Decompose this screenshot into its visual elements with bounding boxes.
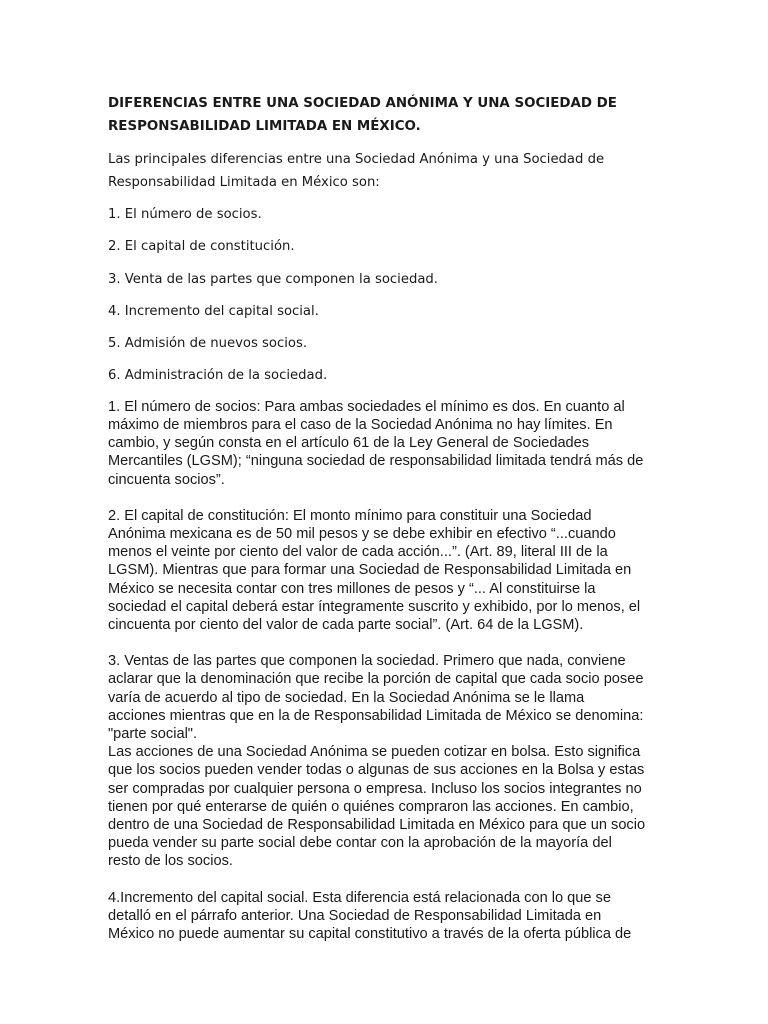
paragraph-line: ser compradas por cualquier persona o empresa. Incluso los socios integrantes no (108, 780, 642, 797)
list-item: 5. Admisión de nuevos socios. (108, 336, 308, 352)
intro-line: Responsabilidad Limitada en México son: (108, 175, 380, 190)
paragraph-line: cambio, y según consta en el artículo 61 de la Ley General de Sociedades (108, 435, 590, 452)
differences-list (108, 204, 668, 386)
paragraph-spacer (108, 634, 668, 652)
intro-paragraph (108, 148, 668, 194)
list-item: 1. El número de socios. (108, 207, 262, 222)
paragraph-line: varía de acuerdo al tipo de sociedad. En la Sociedad Anónima se le llama (108, 689, 585, 706)
paragraph-line: sociedad el capital deberá estar íntegramente suscrito y exhibido, por lo menos, el (108, 598, 641, 615)
paragraph-line: Anónima mexicana es de 50 mil pesos y se debe exhibir en efectivo “...cuando (108, 526, 616, 542)
paragraph-line: cincuenta socios”. (108, 471, 225, 488)
document-body (108, 92, 668, 943)
list-item: 2. El capital de constitución. (108, 239, 295, 255)
paragraph-line: acciones mientras que en la de Responsabilidad Limitada de México se denomina: (108, 707, 644, 724)
paragraph-line: cincuenta por ciento del valor de cada parte social”. (Art. 64 de la LGSM). (108, 617, 584, 634)
paragraph-line: Las acciones de una Sociedad Anónima se pueden cotizar en bolsa. Esto significa (108, 744, 641, 761)
section-incorporation-capital (108, 507, 668, 634)
list-item: 3. Venta de las partes que componen la sociedad. (108, 271, 438, 287)
section-share-sales (108, 652, 668, 870)
paragraph-line: 1. El número de socios: Para ambas sociedades el mínimo es dos. En cuanto al (108, 398, 625, 415)
paragraph-line: resto de los socios. (108, 853, 233, 870)
paragraph-line: aclarar que la denominación que recibe la porción de capital que cada socio posee (108, 671, 644, 688)
paragraph-line: México no puede aumentar su capital constitutivo a través de la oferta pública de (108, 926, 632, 943)
paragraph-line: dentro de una Sociedad de Responsabilidad Limitada en México para que un socio (108, 817, 646, 834)
intro-line: Las principales diferencias entre una Sociedad Anónima y una Sociedad de (108, 152, 605, 167)
paragraph-line: pueda vender su parte social debe contar con la aprobación de la mayoría del (108, 835, 612, 852)
paragraph-line: máximo de miembros para el caso de la Sociedad Anónima no hay límites. En (108, 416, 613, 433)
list-item: 4. Incremento del capital social. (108, 303, 319, 319)
paragraph-line: México se necesita contar con tres millones de pesos y “... Al constituirse la (108, 580, 596, 597)
paragraph-spacer (108, 489, 668, 507)
paragraph-line: LGSM). Mientras que para formar una Sociedad de Responsabilidad Limitada en (108, 562, 632, 579)
paragraph-line: 4.Incremento del capital social. Esta diferencia está relacionada con lo que se (108, 889, 611, 906)
paragraph-line: 2. El capital de constitución: El monto mínimo para constituir una Sociedad (108, 507, 592, 524)
paragraph-line: 3. Ventas de las partes que componen la sociedad. Primero que nada, conviene (108, 653, 626, 670)
paragraph-line: "parte social". (108, 726, 198, 743)
title-line: DIFERENCIAS ENTRE UNA SOCIEDAD ANÓNIMA Y UNA SOCIEDAD DE (108, 96, 617, 111)
paragraph-spacer (108, 871, 668, 889)
paragraph-line: que los socios pueden vender todas o algunas de sus acciones en la Bolsa y estas (108, 762, 645, 779)
section-capital-increase (108, 889, 668, 944)
document-title (108, 92, 668, 138)
paragraph-line: detalló en el párrafo anterior. Una Sociedad de Responsabilidad Limitada en (108, 907, 602, 924)
paragraph-line: menos el veinte por ciento del valor de cada acción...”. (Art. 89, literal III de la (108, 544, 608, 561)
paragraph-line: Mercantiles (LGSM); “ninguna sociedad de responsabilidad limitada tendrá más de (108, 453, 644, 470)
title-line: RESPONSABILIDAD LIMITADA EN MÉXICO. (108, 119, 421, 134)
list-item: 6. Administración de la sociedad. (108, 368, 328, 384)
section-number-of-partners (108, 398, 668, 489)
paragraph-line: tienen por qué enterarse de quién o quiénes compraron las acciones. En cambio, (108, 798, 634, 815)
